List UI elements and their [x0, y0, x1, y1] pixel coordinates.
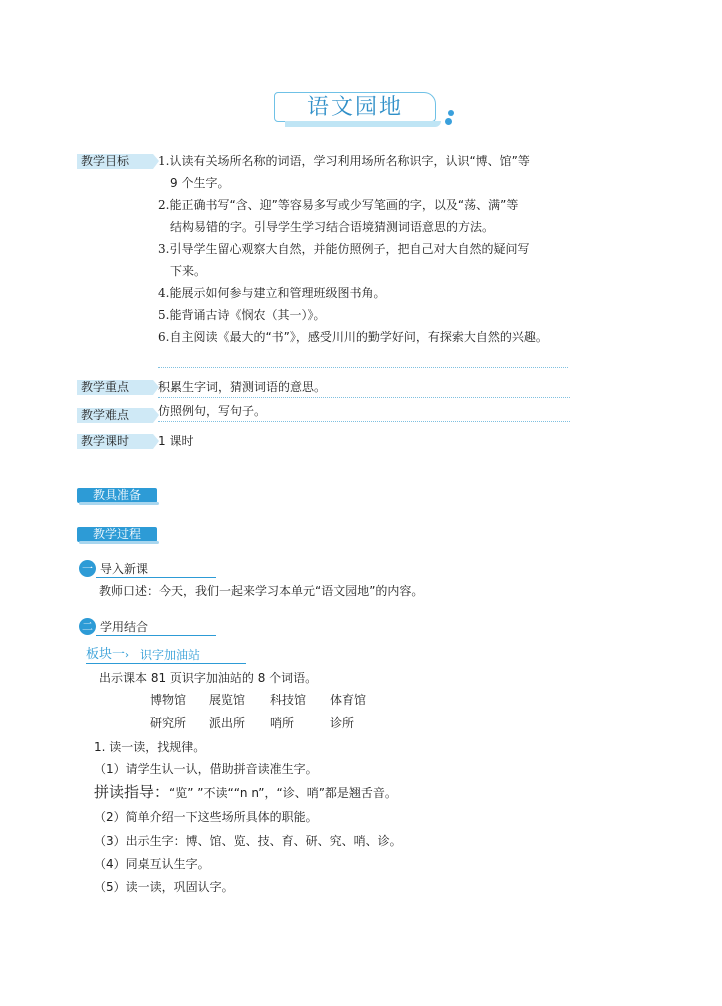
substep-3: （3）出示生字：博、馆、览、技、育、研、究、哨、诊。 [94, 834, 402, 848]
section-number: 二 [79, 618, 96, 635]
goal-2: 2.能正确书写“含、迎”等容易多写或少写笔画的字，以及“荡、满”等 [158, 198, 519, 212]
word-item: 研究所 [150, 716, 187, 730]
goal-1: 1.认读有关场所名称的词语，学习利用场所名称识字，认识“博、馆”等 [158, 154, 530, 168]
title-box [274, 92, 436, 122]
intro-text: 出示课本 81 页识字加油站的 8 个词语。 [99, 671, 318, 685]
decor-dot [448, 110, 454, 116]
block-underline [86, 663, 246, 664]
word-item: 诊所 [330, 716, 355, 730]
goal-2-cont: 结构易错的字。引导学生学习结合语境猜测词语意思的方法。 [170, 220, 495, 234]
pinyin-label: 拼读指导： [94, 783, 170, 801]
difficult-label: 教学难点 [77, 408, 153, 423]
section-number: 一 [79, 560, 96, 577]
substep-1: （1）请学生认一认，借助拼音读准生字。 [94, 762, 318, 776]
hours-label: 教学课时 [77, 434, 153, 449]
goal-6: 6.自主阅读《最大的“书”》，感受川川的勤学好问，有探索大自然的兴趣。 [158, 330, 548, 344]
substep-2: （2）简单介绍一下这些场所具体的职能。 [94, 810, 318, 824]
substep-5: （5）读一读，巩固认字。 [94, 880, 234, 894]
block-tag: 板块一› [86, 647, 130, 662]
pinyin-guide [94, 784, 397, 801]
section-title: 学用结合 [100, 620, 149, 634]
word-item: 哨所 [270, 716, 295, 730]
divider [158, 397, 570, 398]
section-text: 教师口述：今天，我们一起来学习本单元“语文园地”的内容。 [99, 584, 424, 598]
goals-label: 教学目标 [77, 154, 153, 169]
difficult-text: 仿照例句，写句子。 [158, 404, 267, 418]
word-item: 派出所 [209, 716, 246, 730]
section-title: 导入新课 [100, 562, 149, 576]
word-item: 展览馆 [209, 693, 246, 707]
decor-dot [445, 118, 452, 125]
block-title: 识字加油站 [140, 648, 201, 662]
process-badge: 教学过程 [77, 527, 157, 542]
pinyin-text: “览” ”不读““n n”，“诊、哨”都是翘舌音。 [169, 786, 397, 800]
goal-4: 4.能展示如何参与建立和管理班级图书角。 [158, 286, 386, 300]
goal-3-cont: 下来。 [170, 264, 207, 278]
badge-shadow [79, 541, 159, 544]
goal-3: 3.引导学生留心观察大自然，并能仿照例子，把自己对大自然的疑问写 [158, 242, 530, 256]
goal-5: 5.能背诵古诗《悯农（其一）》。 [158, 308, 326, 322]
substep-4: （4）同桌互认生字。 [94, 857, 210, 871]
step-1: 1. 读一读，找规律。 [94, 740, 206, 754]
page-title: 语文园地 [306, 95, 403, 120]
word-item: 体育馆 [330, 693, 367, 707]
section-underline [96, 635, 216, 636]
word-item: 博物馆 [150, 693, 187, 707]
key-text: 积累生字词，猜测词语的意思。 [158, 380, 327, 394]
divider [158, 367, 568, 368]
divider [158, 421, 570, 422]
key-label: 教学重点 [77, 380, 153, 395]
goal-1-cont: 9 个生字。 [170, 176, 230, 190]
hours-text: 1 课时 [158, 434, 194, 448]
prep-badge: 教具准备 [77, 488, 157, 503]
section-underline [96, 577, 216, 578]
badge-shadow [79, 502, 159, 505]
word-item: 科技馆 [270, 693, 307, 707]
